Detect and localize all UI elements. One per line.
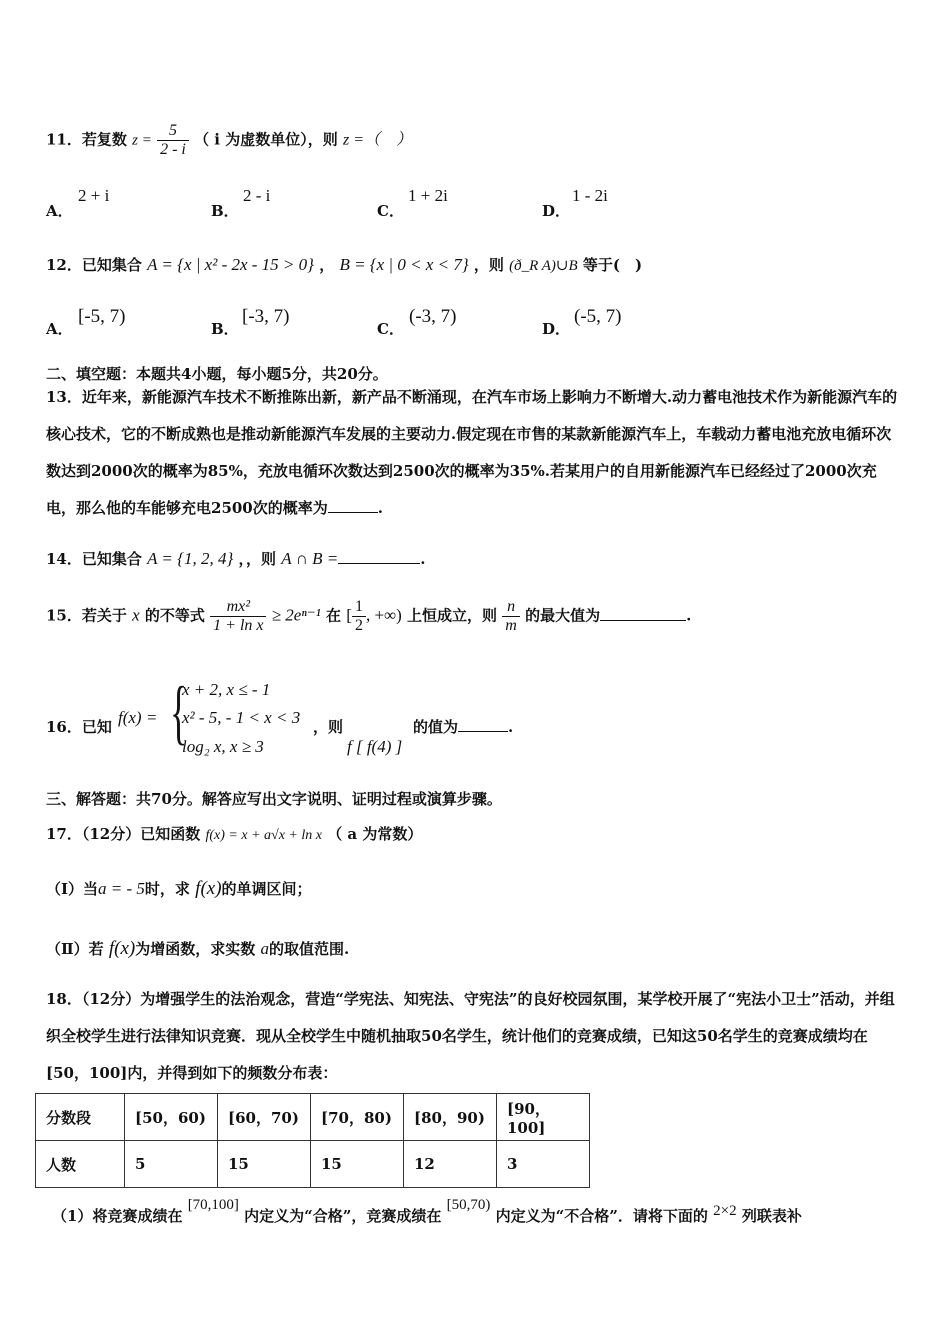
q18-p1-mid: 内定义为“合格”，竞赛成绩在 bbox=[244, 1207, 442, 1225]
table-cell: [70，80) bbox=[311, 1094, 404, 1141]
q15-nm-fraction bbox=[502, 598, 520, 635]
q16-blank[interactable] bbox=[458, 717, 508, 732]
table-header-row bbox=[36, 1094, 590, 1141]
q13-text: 13．近年来，新能源汽车技术不断推陈出新，新产品不断涌现，在汽车市场上影响力不断增大.动力蓄电池技术作为新能源汽车的核心技术，它的不断成熟也是推动新能源汽车发展的主要动力.假定现在市售的某款新能源汽车上，车载动力蓄电池充放电循环次数达到2000次的概率为85%，充放电循环次数达到2500次的概率为35%.若某用户的自用新能源汽车已经经过了2000次充电，那么他的车能够充电2500次的概率为 bbox=[46, 388, 898, 517]
q18-p1-tail: 列联表补 bbox=[741, 1207, 802, 1225]
q11-note: （ i 为虚数单位），则 bbox=[194, 130, 338, 149]
q15-frac-num: mx² bbox=[210, 598, 266, 617]
q11-option-d[interactable]: 1 - 2i bbox=[572, 186, 608, 205]
q15-inequality: ≥ 2eⁿ⁻¹ bbox=[271, 605, 321, 625]
q17-p1-cond: a = - 5 bbox=[98, 879, 145, 898]
q11-option-c-label: C． bbox=[377, 202, 404, 220]
q11-option-b[interactable]: 2 - i bbox=[243, 186, 271, 205]
q12-option-b-label: B． bbox=[211, 320, 239, 338]
q11-option-a-label: A． bbox=[46, 202, 73, 220]
q15-text1: 的不等式 bbox=[144, 606, 205, 625]
q15-fraction bbox=[210, 598, 266, 635]
q12-set-a: A = {x | x² - 2x - 15 > 0} bbox=[147, 255, 314, 274]
q11-number: 11．若复数 bbox=[46, 130, 127, 149]
q11-fraction bbox=[157, 122, 189, 159]
q11-option-d-label: D． bbox=[542, 202, 571, 220]
q18-p1-dim: 2×2 bbox=[713, 1203, 737, 1219]
q17-stem bbox=[46, 823, 422, 844]
section-3-heading: 三、解答题：共70分。解答应写出文字说明、证明过程或演算步骤。 bbox=[46, 790, 502, 808]
table-cell: 人数 bbox=[36, 1141, 125, 1188]
q15-blank[interactable] bbox=[600, 606, 686, 621]
q12-tail: 等于( ) bbox=[582, 256, 643, 274]
q18-p1-pre: （1）将竞赛成绩在 bbox=[52, 1207, 183, 1225]
q16-tail-wrap: 的值为 . bbox=[413, 718, 514, 736]
table-cell: [50，60) bbox=[125, 1094, 218, 1141]
q12-number: 12．已知集合 bbox=[46, 256, 142, 274]
q14-set-a: A = {1, 2, 4} bbox=[147, 549, 234, 568]
q13-paragraph: 13．近年来，新能源汽车技术不断推陈出新，新产品不断涌现，在汽车市场上影响力不断增大.动力蓄电池技术作为新能源汽车的核心技术，它的不断成熟也是推动新能源汽车发展的主要动力.假定现在市售的某款新能源汽车上，车载动力蓄电池充放电循环次数达到2000次的概率为85%，充放电循环次数达到2500次的概率为35%.若某用户的自用新能源汽车已经经过了2000次充电，那么他的车能够充电2500次的概率为 . bbox=[46, 388, 898, 517]
q17-p1-pre: （Ⅰ）当 bbox=[46, 880, 99, 898]
q12-option-b[interactable]: [-3, 7) bbox=[242, 306, 290, 327]
q17-number: 17．（12分）已知函数 bbox=[46, 825, 201, 843]
q18-p1-interval1: [70,100] bbox=[187, 1197, 239, 1213]
q14-number: 14．已知集合 bbox=[46, 550, 142, 568]
q12-option-d-label: D． bbox=[542, 320, 571, 338]
frequency-table bbox=[35, 1093, 590, 1188]
q12-option-c[interactable]: (-3, 7) bbox=[409, 306, 457, 327]
q17-p1-mid: 时，求 bbox=[144, 880, 190, 898]
q12-set-b: B = {x | 0 < x < 7} bbox=[339, 255, 469, 274]
q14-expression: A ∩ B = bbox=[281, 549, 339, 568]
q12-stem bbox=[46, 254, 642, 275]
q11-frac-den: 2 - i bbox=[160, 141, 186, 158]
table-cell: 5 bbox=[125, 1141, 218, 1188]
table-cell: 12 bbox=[404, 1141, 497, 1188]
q17-note: （ a 为常数） bbox=[327, 825, 423, 843]
q15-half bbox=[352, 598, 366, 635]
q11-stem bbox=[46, 122, 412, 159]
q15-stem: 15．若关于 x 的不等式 $\frac{\text{mx²}}{\text{1 + ln x}}$ ≥ 2eⁿ⁻¹ 在 [ $\frac{1}{2}$ , +∞) 上恒成立，则 $\frac{n}{m}$ 的最大值为 . bbox=[46, 598, 692, 634]
q11-option-a[interactable]: 2 + i bbox=[78, 186, 110, 205]
q14-blank[interactable] bbox=[338, 549, 420, 564]
table-cell: [90，100] bbox=[497, 1094, 590, 1141]
q17-part2 bbox=[46, 938, 349, 960]
q17-part1 bbox=[46, 878, 312, 900]
q12-expression: (ð_R A)∪B bbox=[509, 258, 578, 274]
table-cell: [60，70) bbox=[218, 1094, 311, 1141]
q16-case-1: x + 2, x ≤ - 1 bbox=[182, 680, 271, 699]
q16-tail: 的值为 bbox=[413, 718, 459, 736]
q14-mid: ，，则 bbox=[238, 550, 277, 568]
q17-p2-pre: （Ⅱ）若 bbox=[46, 940, 104, 958]
q17-p2-f: f(x) bbox=[108, 938, 136, 959]
section-2-heading: 二、填空题：本题共4小题，每小题5分，共20分。 bbox=[46, 365, 388, 383]
q15-half-den: 2 bbox=[354, 617, 363, 634]
q17-p1-tail: 的单调区间； bbox=[221, 880, 312, 898]
q16-case-2: x² - 5, - 1 < x < 3 bbox=[182, 708, 301, 727]
q12-option-d[interactable]: (-5, 7) bbox=[574, 306, 622, 327]
q16-case-3: log₂ x, x ≥ 3 bbox=[182, 737, 264, 756]
q17-p2-mid: 为增函数，求实数 bbox=[135, 940, 256, 958]
q15-text4: 的最大值为 bbox=[525, 606, 601, 625]
q15-interval-open: [ bbox=[346, 605, 352, 625]
q11-option-c[interactable]: 1 + 2i bbox=[408, 186, 448, 205]
q11-frac-num: 5 bbox=[157, 122, 189, 141]
table-cell: 15 bbox=[311, 1141, 404, 1188]
table-row bbox=[36, 1141, 590, 1188]
q14-stem: 14．已知集合 A = {1, 2, 4} ，，则 A ∩ B = . bbox=[46, 549, 426, 568]
q11-option-b-label: B． bbox=[211, 202, 239, 220]
q11-zbar: z =（ ） bbox=[342, 131, 412, 149]
table-cell: 分数段 bbox=[36, 1094, 125, 1141]
q17-p2-tail: 的取值范围. bbox=[269, 940, 350, 958]
q18-intro: 18．（12分）为增强学生的法治观念，营造“学宪法、知宪法、守宪法”的良好校园氛围，某学校开展了“宪法小卫士”活动，并组织全校学生进行法律知识竞赛．现从全校学生中随机抽取50名学生，统计他们的竞赛成绩，已知这50名学生的竞赛成绩均在[50，100]内，并得到如下的频数分布表： bbox=[46, 990, 895, 1082]
q18-p1-mid2: 内定义为“不合格”．请将下面的 bbox=[495, 1207, 708, 1225]
q15-half-num: 1 bbox=[352, 598, 366, 617]
q17-p1-f: f(x) bbox=[195, 878, 222, 899]
q15-frac-den: 1 + ln x bbox=[213, 617, 264, 634]
q16-fx: f(x) = bbox=[118, 708, 158, 727]
q13-blank[interactable] bbox=[328, 498, 378, 513]
q11-z-eq: z = bbox=[132, 132, 152, 149]
q15-interval-rest: , +∞) bbox=[365, 605, 402, 625]
q12-comma: ， bbox=[319, 256, 335, 274]
q16-brace: { bbox=[170, 672, 188, 752]
q12-option-c-label: C． bbox=[377, 320, 404, 338]
q15-nm-den: m bbox=[505, 617, 517, 634]
table-cell: 15 bbox=[218, 1141, 311, 1188]
q17-p2-a: a bbox=[260, 939, 270, 958]
q15-nm-num: n bbox=[502, 598, 520, 617]
q18-p1-interval2: [50,70) bbox=[446, 1197, 491, 1213]
q12-then: ，则 bbox=[473, 256, 504, 274]
q18-part1 bbox=[52, 1197, 802, 1226]
table-cell: 3 bbox=[497, 1141, 590, 1188]
q17-function: f(x) = x + a√x + ln x bbox=[205, 828, 322, 843]
table-cell: [80，90) bbox=[404, 1094, 497, 1141]
q12-option-a-label: A． bbox=[46, 320, 73, 338]
q15-x: x bbox=[132, 605, 140, 625]
q15-text2: 在 bbox=[326, 606, 342, 625]
q16-expression: f [ f(4) ] bbox=[347, 737, 403, 756]
q15-number: 15．若关于 bbox=[46, 606, 127, 625]
q15-text3: 上恒成立，则 bbox=[407, 606, 498, 625]
q16-number: 16．已知 bbox=[46, 718, 112, 736]
q12-option-a[interactable]: [-5, 7) bbox=[78, 306, 126, 327]
q16-then: ，则 bbox=[313, 718, 344, 736]
